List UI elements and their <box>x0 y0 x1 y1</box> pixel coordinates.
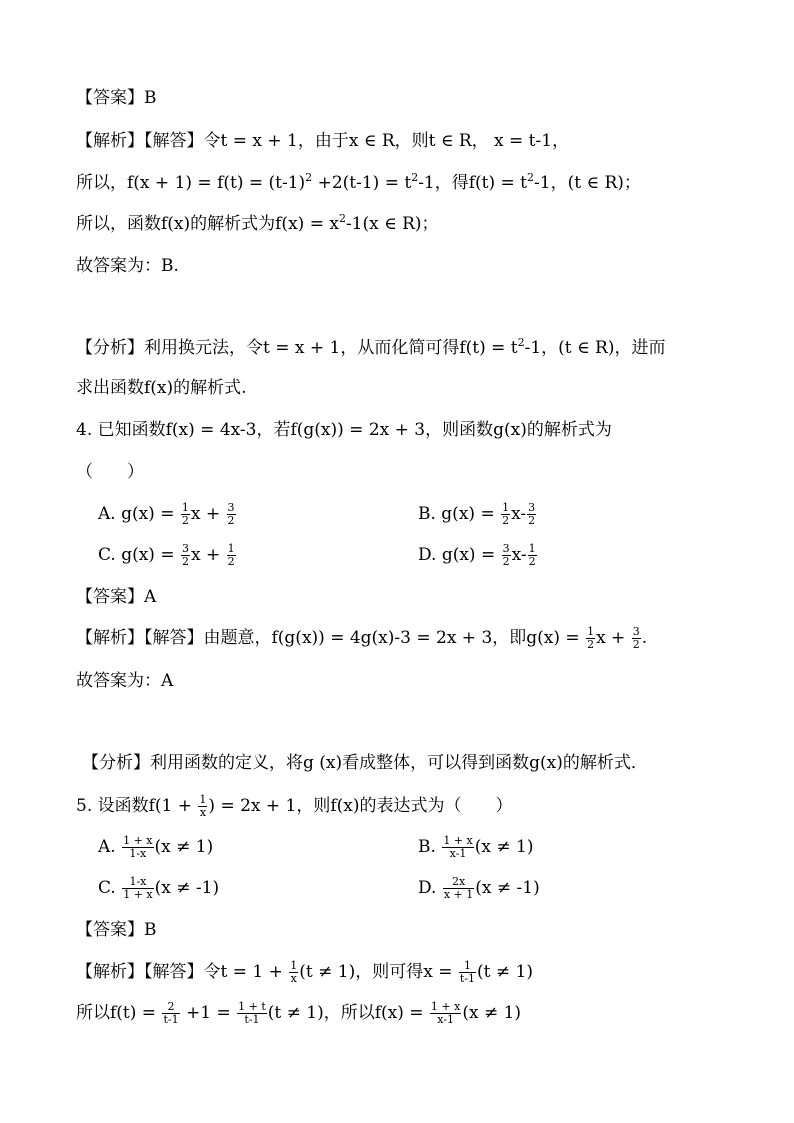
fraction: $\frac{3}{2}$ <box>182 542 189 568</box>
solution-line: 【解析】【解答】令t = x + 1，由于x ∈ R，则t ∈ R， x = t-1， <box>76 131 570 151</box>
question-paren: （ ） <box>76 462 144 482</box>
fraction: $\frac{1}{2}$ <box>587 625 595 651</box>
fraction: $\frac{1}{2}$ <box>227 542 235 568</box>
analysis-line: 【分析】利用函数的定义，将g (x)看成整体，可以得到函数g(x)的解析式． <box>82 753 648 773</box>
option-c: C. $\frac{1-x}{1 + x}$ (x ≠ -1) <box>98 875 220 901</box>
analysis-line: 求出函数f(x)的解析式. <box>76 378 247 398</box>
fraction: $\frac{2}{t-1}$ <box>163 1000 179 1026</box>
answer-line: 【答案】B <box>76 920 157 940</box>
conclusion-line: 故答案为：B. <box>76 256 179 276</box>
fraction: $\frac{1 + t}{t-1}$ <box>238 1000 266 1026</box>
solution-line: 所以，$f(x + 1) = f(t) = (t-1)^2 +2(t-1) = t^2-1$，得$f(t) = t^2-1$，(t ∈ R)； <box>76 171 641 193</box>
conclusion-line: 故答案为：A <box>76 671 174 691</box>
option-b: B. $\frac{1 + x}{x-1}$ (x ≠ 1) <box>418 834 534 860</box>
fraction: $\frac{1-x}{1 + x}$ <box>123 875 153 901</box>
analysis-line: 【分析】利用换元法，令t = x + 1，从而化简可得$f(t) = t^2-1$，(t ∈ R)，进而 <box>76 336 666 358</box>
solution-line: 【解析】【解答】令t = 1 + $\frac{1}{x}$ (t ≠ 1)，则可得x = $\frac{1}{t-1}$ (t ≠ 1) <box>76 959 533 985</box>
option-b: B. g(x) = $\frac{1}{2}$ x- $\frac{3}{2}$ <box>418 501 536 527</box>
fraction: $\frac{1}{x}$ <box>199 793 207 819</box>
option-d: D. g(x) = $\frac{3}{2}$ x- $\frac{1}{2}$ <box>418 542 536 568</box>
fraction: $\frac{3}{2}$ <box>227 501 235 527</box>
fraction: $\frac{2x}{x + 1}$ <box>443 875 474 901</box>
solution-line: 所以，函数f(x)的解析式为$f(x) = x^2-1(x$ ∈ R)； <box>76 212 439 234</box>
fraction: $\frac{1 + x}{1-x}$ <box>123 834 153 860</box>
fraction: $\frac{1}{t-1}$ <box>459 959 476 985</box>
fraction: $\frac{1 + x}{x-1}$ <box>430 1000 461 1026</box>
fraction: $\frac{3}{2}$ <box>502 542 510 568</box>
fraction: $\frac{1 + x}{x-1}$ <box>443 834 473 860</box>
option-a: A. $\frac{1 + x}{1-x}$ (x ≠ 1) <box>98 834 214 860</box>
fraction: $\frac{3}{2}$ <box>632 625 640 651</box>
answer-line: 【答案】A <box>76 587 157 607</box>
option-d: D. $\frac{2x}{x + 1}$ (x ≠ -1) <box>418 875 540 901</box>
question-stem: 5. 设函数f(1 + $\frac{1}{x}$ ) = 2x + 1，则f(x)的表达式为（ ） <box>76 793 513 819</box>
fraction: $\frac{1}{2}$ <box>528 542 536 568</box>
solution-line: 所以f(t) = $\frac{2}{t-1}$ +1 = $\frac{1 + t}{t-1}$ (t ≠ 1)，所以f(x) = $\frac{1 + x}{x-1}$ (x ≠ 1) <box>76 1000 522 1026</box>
fraction: $\frac{1}{2}$ <box>502 501 510 527</box>
question-stem: 4. 已知函数f(x) = 4x-3，若f(g(x)) = 2x + 3，则函数g(x)的解析式为 <box>76 420 612 440</box>
option-c: C. g(x) = $\frac{3}{2}$ x + $\frac{1}{2}$ <box>98 542 235 568</box>
fraction: $\frac{1}{x}$ <box>290 959 298 985</box>
solution-line: 【解析】【解答】由题意，f(g(x)) = 4g(x)-3 = 2x + 3，即g(x) = $\frac{1}{2}$ x + $\frac{3}{2}$ . <box>76 625 648 651</box>
option-a: A. g(x) = $\frac{1}{2}$ x + $\frac{3}{2}$ <box>98 501 235 527</box>
answer-line: 【答案】B <box>76 88 157 108</box>
fraction: $\frac{1}{2}$ <box>181 501 189 527</box>
fraction: $\frac{3}{2}$ <box>528 501 536 527</box>
